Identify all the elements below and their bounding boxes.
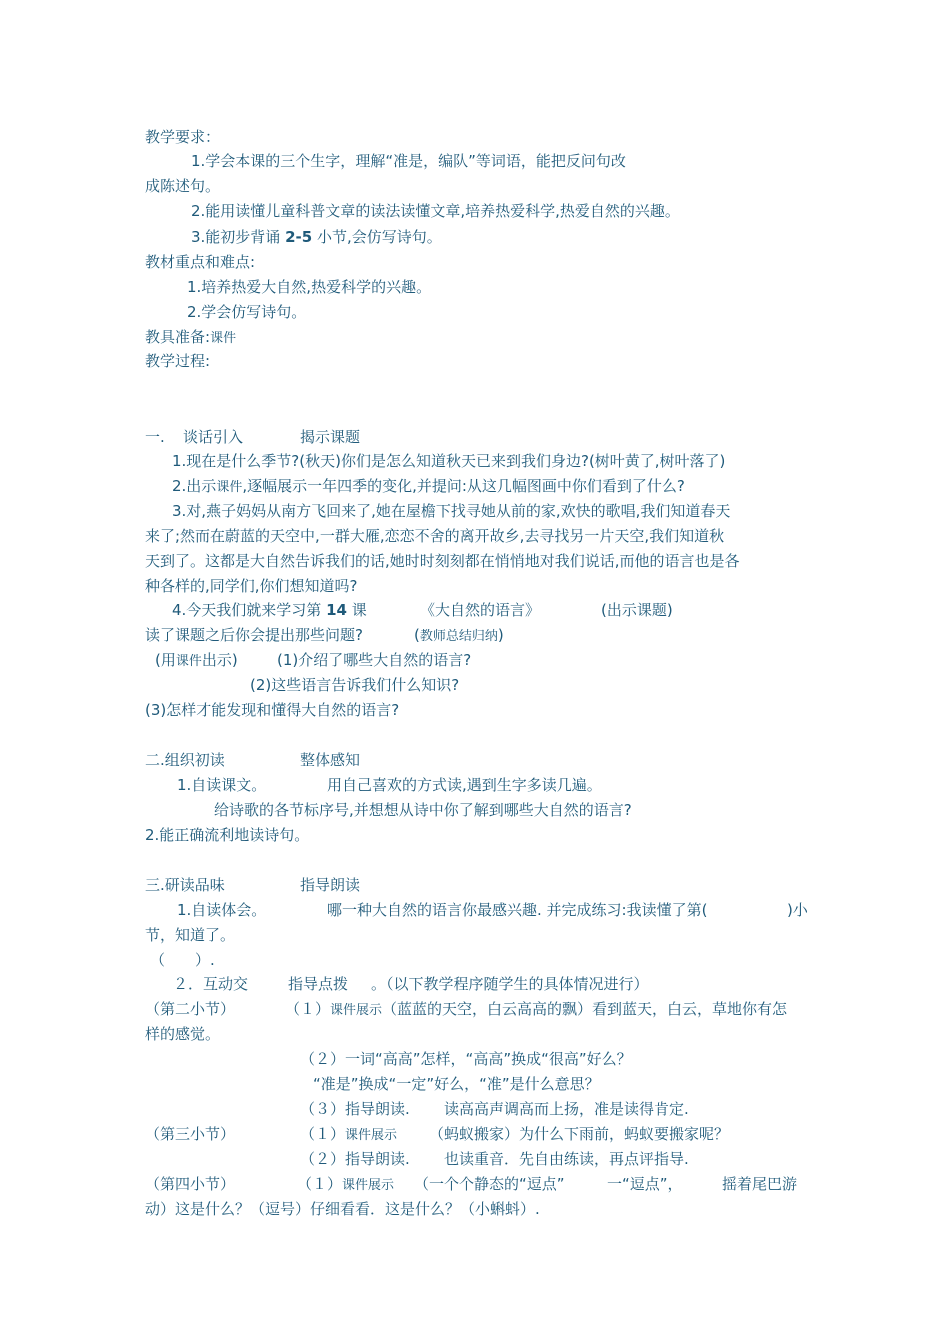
sub3-line-1-courseware: 课件展示 [345, 1128, 398, 1143]
s3-para-2-a: ２．互动交 [173, 975, 249, 993]
sub4-line-1-a [297, 1174, 394, 1196]
key-heading: 教材重点和难点: [145, 253, 256, 271]
s2-para-2: 2.能正确流利地读诗句。 [145, 826, 310, 844]
s1-question-prompt: 读了课题之后你会提出那些问题? [145, 626, 363, 644]
s1-para-3-line-3: 天到了。这都是大自然告诉我们的话,她时时刻刻都在悄悄地对我们说话,而他的语言也是各 [145, 552, 740, 570]
sub2-line-3: “准是”换成“一定”好么，“准”是什么意思？ [313, 1075, 600, 1093]
s1-para-3-line-2: 来了;然而在蔚蓝的天空中,一群大雁,恋恋不舍的离开故乡,去寻找另一片天空,我们知道秋 [145, 527, 725, 545]
s1-para-2 [172, 476, 685, 498]
process-heading: 教学过程: [145, 352, 211, 370]
section-2-title-a: 二.组织初读 [145, 751, 225, 769]
sub2-line-1-a: （１） [285, 1000, 331, 1018]
s1-question-note [414, 625, 504, 647]
s3-para-2-b: 指导点拨 [288, 975, 349, 993]
tools-value: 课件 [210, 331, 237, 346]
s1-para-3-line-1: 3.对,燕子妈妈从南方飞回来了,她在屋檐下找寻她从前的家,欢快的歌唱,我们知道春天 [172, 502, 731, 520]
s1-para-4 [172, 600, 367, 620]
section-1-num: 一. [145, 428, 165, 446]
s1-question-note-close: ) [497, 626, 504, 644]
s1-question-3: (3)怎样才能发现和懂得大自然的语言? [145, 701, 400, 719]
sub2-line-1-c: （蓝蓝的天空，白云高高的飘）看到蓝天，白云，草地你有怎 [382, 1000, 788, 1018]
s1-para-4-c: 课 [351, 601, 367, 619]
s1-para-2-a: 2.出示 [172, 477, 217, 495]
sub2-line-1-b: 课件展示 [330, 1003, 383, 1018]
s1-para-4-show: (出示课题) [601, 601, 673, 619]
s2-para-1-a: 1.自读课文。 [177, 776, 267, 794]
req-item-3-a: 3.能初步背诵 [191, 228, 281, 246]
sub2-line-1 [285, 999, 787, 1021]
section-3-title-b: 指导朗读 [300, 876, 361, 894]
s3-para-1-c: )小 [787, 901, 808, 919]
subsection-2-label: （第二小节） [145, 1000, 236, 1018]
s1-para-4-lesson-num: 14 [326, 601, 347, 619]
s1-para-2-b: 课件 [216, 480, 243, 495]
section-1-title-a: 谈话引入 [183, 428, 244, 446]
sub4-line-1-num: （１） [297, 1175, 343, 1193]
sub2-line-4-b: 读高高声调高而上扬，准是读得肯定. [444, 1100, 689, 1118]
s2-para-1-c: 给诗歌的各节标序号,并想想从诗中你了解到哪些大自然的语言? [214, 801, 632, 819]
sub3-line-2-b: 也读重音．先自由练读，再点评指导. [444, 1150, 689, 1168]
tools-label: 教具准备: [145, 328, 211, 346]
s1-question-note-open: ( [414, 626, 420, 644]
sub3-line-1-num: （１） [300, 1125, 346, 1143]
s3-para-2-c: 。（以下教学程序随学生的具体情况进行） [371, 975, 649, 993]
req-item-3-range: 2-5 [285, 228, 313, 246]
s1-para-4-title: 《大自然的语言》 [420, 601, 541, 619]
key-item-2: 2.学会仿写诗句。 [187, 303, 307, 321]
sub2-line-1-cont: 样的感觉。 [145, 1025, 221, 1043]
s3-para-1-line-2: 节，知道了。 [145, 926, 236, 944]
sub3-line-1-a [300, 1124, 397, 1146]
s1-use-b: 课件 [175, 654, 202, 669]
sub3-line-1-c: （蚂蚁搬家）为什么下雨前，蚂蚁要搬家呢？ [429, 1125, 730, 1143]
sub2-line-4-a: （３）指导朗读. [300, 1100, 410, 1118]
s3-blank: （ ）. [150, 951, 215, 969]
s1-question-note-text: 教师总结归纳 [419, 629, 498, 644]
sub4-line-2: 动）这是什么？（逗号）仔细看看．这是什么？（小蝌蚪）. [145, 1200, 540, 1218]
s1-use-a: (用 [155, 651, 176, 669]
req-item-3-c: 小节,会仿写诗句。 [316, 228, 442, 246]
sub4-line-1-c: （一个个静态的“逗点” [414, 1175, 565, 1193]
s1-para-1: 1.现在是什么季节?(秋天)你们是怎么知道秋天已来到我们身边?(树叶黄了,树叶落了) [172, 452, 726, 470]
req-item-2: 2.能用读懂儿童科普文章的读法读懂文章,培养热爱科学,热爱自然的兴趣。 [191, 202, 680, 220]
tools-line [145, 327, 236, 349]
s1-use-courseware [155, 650, 238, 672]
s1-para-3-line-4: 种各样的,同学们,你们想知道吗? [145, 577, 358, 595]
req-item-1-cont: 成陈述句。 [145, 177, 221, 195]
sub4-line-1-d: 一“逗点”， [607, 1175, 683, 1193]
section-2-title-b: 整体感知 [300, 751, 361, 769]
key-item-1: 1.培养热爱大自然,热爱科学的兴趣。 [187, 278, 432, 296]
s1-question-1: (1)介绍了哪些大自然的语言? [277, 651, 472, 669]
subsection-3-label: （第三小节） [145, 1125, 236, 1143]
section-3-title-a: 三.研读品味 [145, 876, 225, 894]
sub4-line-1-e: 摇着尾巴游 [722, 1175, 798, 1193]
s3-para-1-a: 1.自读体会。 [177, 901, 267, 919]
sub3-line-2-a: （２）指导朗读. [300, 1150, 410, 1168]
s3-para-1-b: 哪一种大自然的语言你最感兴趣. 并完成练习:我读懂了第( [327, 901, 708, 919]
s1-para-4-a: 4.今天我们就来学习第 [172, 601, 322, 619]
req-item-3 [191, 227, 442, 247]
s1-use-c: 出示) [201, 651, 238, 669]
s1-question-2: (2)这些语言告诉我们什么知识? [250, 676, 460, 694]
s2-para-1-b: 用自己喜欢的方式读,遇到生字多读几遍。 [327, 776, 602, 794]
sub4-line-1-courseware: 课件展示 [342, 1178, 395, 1193]
subsection-4-label: （第四小节） [145, 1175, 236, 1193]
sub2-line-2: （２）一词“高高”怎样，“高高”换成“很高”好么？ [300, 1050, 632, 1068]
section-1-title-b: 揭示课题 [300, 428, 361, 446]
req-item-1: 1.学会本课的三个生字，理解“准是，编队”等词语，能把反问句改 [191, 152, 626, 170]
s1-para-2-c: ,逐幅展示一年四季的变化,并提问:从这几幅图画中你们看到了什么? [242, 477, 685, 495]
req-heading: 教学要求： [145, 128, 221, 146]
